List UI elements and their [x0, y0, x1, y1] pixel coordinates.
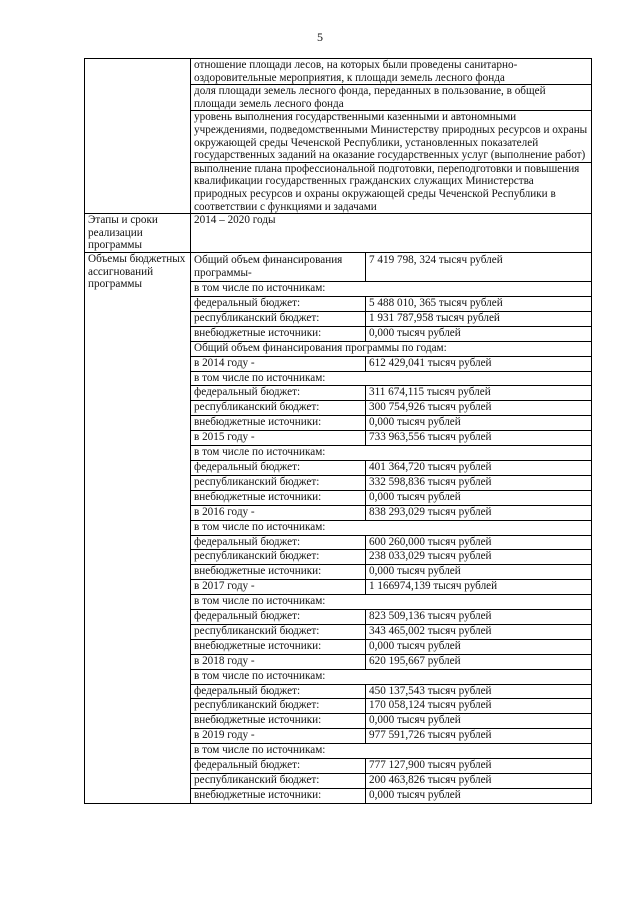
- financing-amount: 823 509,136 тысяч рублей: [366, 610, 592, 625]
- financing-source-label: республиканский бюджет:: [191, 550, 366, 565]
- financing-source-label: внебюджетные источники:: [191, 416, 366, 431]
- financing-row: [191, 580, 591, 595]
- empty-cell: [85, 59, 191, 214]
- financing-source-label: в 2017 году -: [191, 580, 366, 595]
- indicator-row: [85, 59, 592, 85]
- financing-source-label: в 2014 году -: [191, 356, 366, 371]
- financing-source-label: внебюджетные источники:: [191, 639, 366, 654]
- financing-amount: 170 058,124 тысяч рублей: [366, 699, 592, 714]
- financing-source-label: федеральный бюджет:: [191, 386, 366, 401]
- financing-subheader: в том числе по источникам:: [191, 282, 591, 297]
- stages-value: 2014 – 2020 годы: [191, 214, 592, 253]
- stages-row: [85, 214, 592, 253]
- financing-source-label: республиканский бюджет:: [191, 774, 366, 789]
- financing-subheader: в том числе по источникам:: [191, 744, 591, 759]
- indicator-text: отношение площади лесов, на которых были проведены санитарно-оздоровительные мероприятия, к площади земель лесного фонда: [191, 59, 592, 85]
- financing-source-label: внебюджетные источники:: [191, 788, 366, 802]
- financing-row: [191, 729, 591, 744]
- financing-row: [191, 699, 591, 714]
- financing-source-label: федеральный бюджет:: [191, 460, 366, 475]
- indicator-text: уровень выполнения государственными казенными и автономными учреждениями, подведомственными Министерству природных ресурсов и охраны окружающей среды Чеченской Республики, установленных показателей государственных заданий на оказание государственных услуг (выполнение работ): [191, 111, 592, 162]
- financing-row: [191, 639, 591, 654]
- financing-source-label: в 2015 году -: [191, 431, 366, 446]
- financing-amount: 0,000 тысяч рублей: [366, 714, 592, 729]
- financing-amount: 612 429,041 тысяч рублей: [366, 356, 592, 371]
- financing-amount: 0,000 тысяч рублей: [366, 788, 592, 802]
- financing-subheader: Общий объем финансирования программы по годам:: [191, 341, 591, 356]
- indicator-text: выполнение плана профессиональной подготовки, переподготовки и повышения квалификации государственных гражданских служащих Министерства природных ресурсов и охраны окружающей среды Чеченской Республики в соответствии с функциями и задачами: [191, 162, 592, 213]
- financing-source-label: внебюджетные источники:: [191, 490, 366, 505]
- financing-subheader-row: [191, 282, 591, 297]
- financing-amount: 343 465,002 тысяч рублей: [366, 624, 592, 639]
- financing-row: [191, 297, 591, 312]
- financing-row: [191, 431, 591, 446]
- financing-amount: 977 591,726 тысяч рублей: [366, 729, 592, 744]
- financing-table: [191, 253, 591, 803]
- financing-source-label: в 2016 году -: [191, 505, 366, 520]
- financing-source-label: в 2019 году -: [191, 729, 366, 744]
- financing-source-label: федеральный бюджет:: [191, 610, 366, 625]
- financing-source-label: внебюджетные источники:: [191, 565, 366, 580]
- financing-subheader-row: [191, 446, 591, 461]
- financing-amount: 777 127,900 тысяч рублей: [366, 759, 592, 774]
- financing-amount: 1 931 787,958 тысяч рублей: [366, 311, 592, 326]
- financing-row: [191, 610, 591, 625]
- financing-row: [191, 624, 591, 639]
- financing-amount: 0,000 тысяч рублей: [366, 416, 592, 431]
- financing-source-label: республиканский бюджет:: [191, 401, 366, 416]
- financing-subheader: в том числе по источникам:: [191, 520, 591, 535]
- financing-row: [191, 401, 591, 416]
- financing-amount: 332 598,836 тысяч рублей: [366, 475, 592, 490]
- financing-subheader-row: [191, 595, 591, 610]
- page-number: 5: [317, 30, 323, 44]
- financing-subheader: в том числе по источникам:: [191, 371, 591, 386]
- indicator-text: доля площади земель лесного фонда, переданных в пользование, в общей площади земель лесного фонда: [191, 85, 592, 111]
- financing-row: [191, 460, 591, 475]
- financing-source-label: республиканский бюджет:: [191, 311, 366, 326]
- financing-row: [191, 654, 591, 669]
- financing-subheader: в том числе по источникам:: [191, 446, 591, 461]
- financing-subheader-row: [191, 669, 591, 684]
- financing-amount: 7 419 798, 324 тысяч рублей: [366, 253, 592, 282]
- financing-source-label: в 2018 году -: [191, 654, 366, 669]
- financing-amount: 600 260,000 тысяч рублей: [366, 535, 592, 550]
- financing-amount: 450 137,543 тысяч рублей: [366, 684, 592, 699]
- financing-amount: 1 166974,139 тысяч рублей: [366, 580, 592, 595]
- financing-row: [191, 490, 591, 505]
- financing-subheader-row: [191, 744, 591, 759]
- financing-amount: 200 463,826 тысяч рублей: [366, 774, 592, 789]
- financing-subheader: в том числе по источникам:: [191, 669, 591, 684]
- financing-amount: 838 293,029 тысяч рублей: [366, 505, 592, 520]
- financing-source-label: республиканский бюджет:: [191, 475, 366, 490]
- financing-source-label: внебюджетные источники:: [191, 326, 366, 341]
- financing-source-label: республиканский бюджет:: [191, 624, 366, 639]
- financing-source-label: федеральный бюджет:: [191, 535, 366, 550]
- budget-row: [85, 252, 592, 803]
- financing-row: [191, 714, 591, 729]
- stages-label: Этапы и сроки реализации программы: [85, 214, 191, 253]
- financing-amount: 5 488 010, 365 тысяч рублей: [366, 297, 592, 312]
- budget-details: [191, 252, 592, 803]
- financing-row: [191, 416, 591, 431]
- financing-row: [191, 535, 591, 550]
- financing-row: [191, 326, 591, 341]
- financing-row: [191, 565, 591, 580]
- financing-amount: 238 033,029 тысяч рублей: [366, 550, 592, 565]
- financing-amount: 300 754,926 тысяч рублей: [366, 401, 592, 416]
- financing-source-label: республиканский бюджет:: [191, 699, 366, 714]
- financing-amount: 0,000 тысяч рублей: [366, 639, 592, 654]
- financing-row: [191, 759, 591, 774]
- financing-total-row: [191, 253, 591, 282]
- financing-row: [191, 684, 591, 699]
- financing-amount: 311 674,115 тысяч рублей: [366, 386, 592, 401]
- financing-subheader-row: [191, 341, 591, 356]
- financing-source-label: федеральный бюджет:: [191, 297, 366, 312]
- financing-amount: 0,000 тысяч рублей: [366, 490, 592, 505]
- financing-source-label: внебюджетные источники:: [191, 714, 366, 729]
- financing-row: [191, 311, 591, 326]
- financing-subheader: в том числе по источникам:: [191, 595, 591, 610]
- financing-row: [191, 550, 591, 565]
- financing-source-label: федеральный бюджет:: [191, 759, 366, 774]
- financing-amount: 733 963,556 тысяч рублей: [366, 431, 592, 446]
- financing-amount: 0,000 тысяч рублей: [366, 326, 592, 341]
- financing-amount: 401 364,720 тысяч рублей: [366, 460, 592, 475]
- financing-row: [191, 788, 591, 802]
- financing-source-label: Общий объем финансирования программы-: [194, 253, 343, 279]
- financing-amount: 0,000 тысяч рублей: [366, 565, 592, 580]
- financing-row: [191, 475, 591, 490]
- program-passport-table: [84, 58, 592, 804]
- financing-subheader-row: [191, 371, 591, 386]
- financing-amount: 620 195,667 рублей: [366, 654, 592, 669]
- financing-subheader-row: [191, 520, 591, 535]
- financing-row: [191, 505, 591, 520]
- financing-row: [191, 356, 591, 371]
- financing-source-label: федеральный бюджет:: [191, 684, 366, 699]
- financing-row: [191, 386, 591, 401]
- budget-label: Объемы бюджетных ассигнований программы: [85, 252, 191, 803]
- financing-row: [191, 774, 591, 789]
